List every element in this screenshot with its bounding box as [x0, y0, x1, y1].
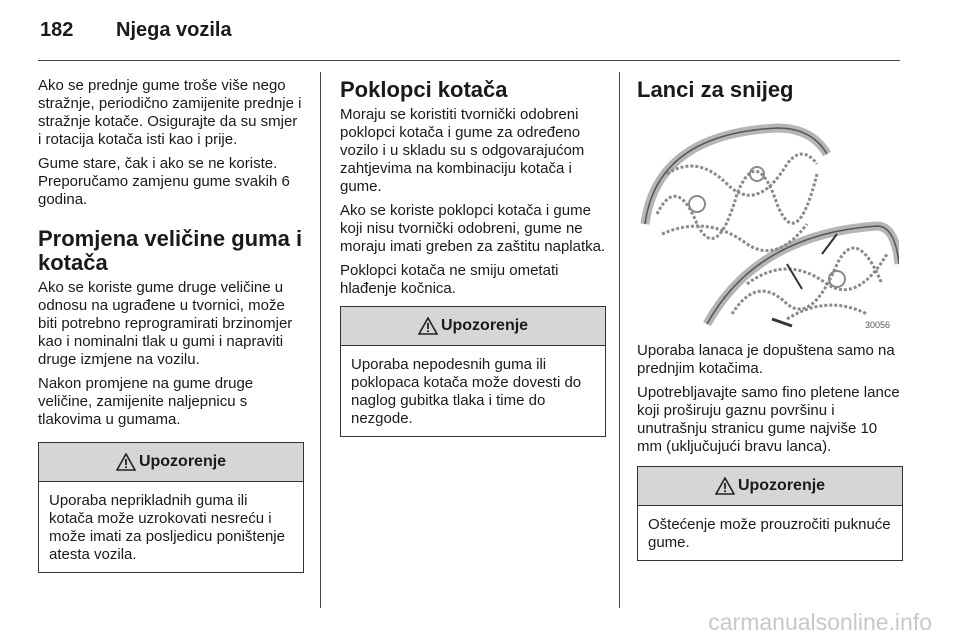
page-number: 182 — [40, 19, 74, 41]
warning-box — [340, 306, 606, 437]
warning-triangle-icon — [116, 453, 136, 471]
warning-title: Upozorenje — [138, 453, 227, 470]
column-2 — [340, 77, 606, 437]
paragraph-fine-chains: Upotrebljavajte samo fino pletene lance koji proširuju gaznu površinu i unutrašnju stranicu gume najviše 10 mm (uključujući bravu lanca). — [637, 384, 900, 455]
paragraph-size-change: Ako se koriste gume druge veličine u odnosu na ugrađene u tvornici, može biti potrebno reprogramirati brzinomjer kao i nominalni tlak u gumi i napraviti druge izmjene na vozilu. — [38, 279, 293, 368]
snow-chains-illustration — [637, 114, 899, 334]
paragraph-tire-age: Gume stare, čak i ako se ne koriste. Preporučamo zamjenu gume svakih 6 godina. — [38, 155, 290, 208]
paragraph-front-wheels: Uporaba lanaca je dopuštena samo na prednjim kotačima. — [637, 342, 895, 377]
warning-text: Uporaba nepodesnih guma ili poklopaca kotača može dovesti do naglog gubitka tlaka i time do nezgode. — [351, 356, 582, 427]
column-1 — [38, 77, 304, 573]
paragraph-approved-covers: Moraju se koristiti tvornički odobreni poklopci kotača i gume za određeno vozilo i u skladu su s odgovarajućom zahtjevima na kombinaciju kotača i gume. — [340, 106, 585, 195]
heading-wheel-covers: Poklopci kotača — [340, 77, 508, 102]
warning-triangle-icon — [715, 477, 735, 495]
warning-box — [637, 466, 903, 561]
warning-title: Upozorenje — [737, 477, 826, 494]
warning-triangle-icon — [418, 317, 438, 335]
warning-header — [39, 443, 303, 482]
column-divider-2 — [619, 72, 620, 608]
column-3 — [637, 77, 903, 561]
column-divider-1 — [320, 72, 321, 608]
warning-header — [341, 307, 605, 346]
warning-header — [638, 467, 902, 506]
heading-size-change: Promjena veličine guma i kotača — [38, 226, 303, 275]
paragraph-pressure-label: Nakon promjene na gume druge veličine, zamijenite naljepnicu s tlakovima u gumama. — [38, 375, 254, 428]
paragraph-unapproved-covers: Ako se koriste poklopci kotača i gume koji nisu tvornički odobreni, gume ne moraju imati greben za zaštitu naplatka. — [340, 202, 606, 255]
paragraph-tire-rotation: Ako se prednje gume troše više nego stražnje, periodično zamijenite prednje i stražnje kotače. Osigurajte da su smjer i rotacija kotača isti kao i prije. — [38, 77, 302, 148]
heading-snow-chains: Lanci za snijeg — [637, 77, 794, 102]
warning-text: Uporaba neprikladnih guma ili kotača može uzrokovati nesreću i može imati za posljedicu poništenje atesta vozila. — [49, 492, 285, 563]
warning-box — [38, 442, 304, 573]
figure-code: 30056 — [865, 320, 891, 330]
section-title: Njega vozila — [116, 19, 232, 41]
warning-text: Oštećenje može prouzročiti puknuće gume. — [648, 516, 891, 551]
paragraph-brake-cooling: Poklopci kotača ne smiju ometati hlađenje kočnica. — [340, 262, 559, 297]
header-rule — [38, 60, 900, 61]
warning-title: Upozorenje — [440, 317, 529, 334]
watermark: carmanualsonline.info — [708, 609, 932, 635]
